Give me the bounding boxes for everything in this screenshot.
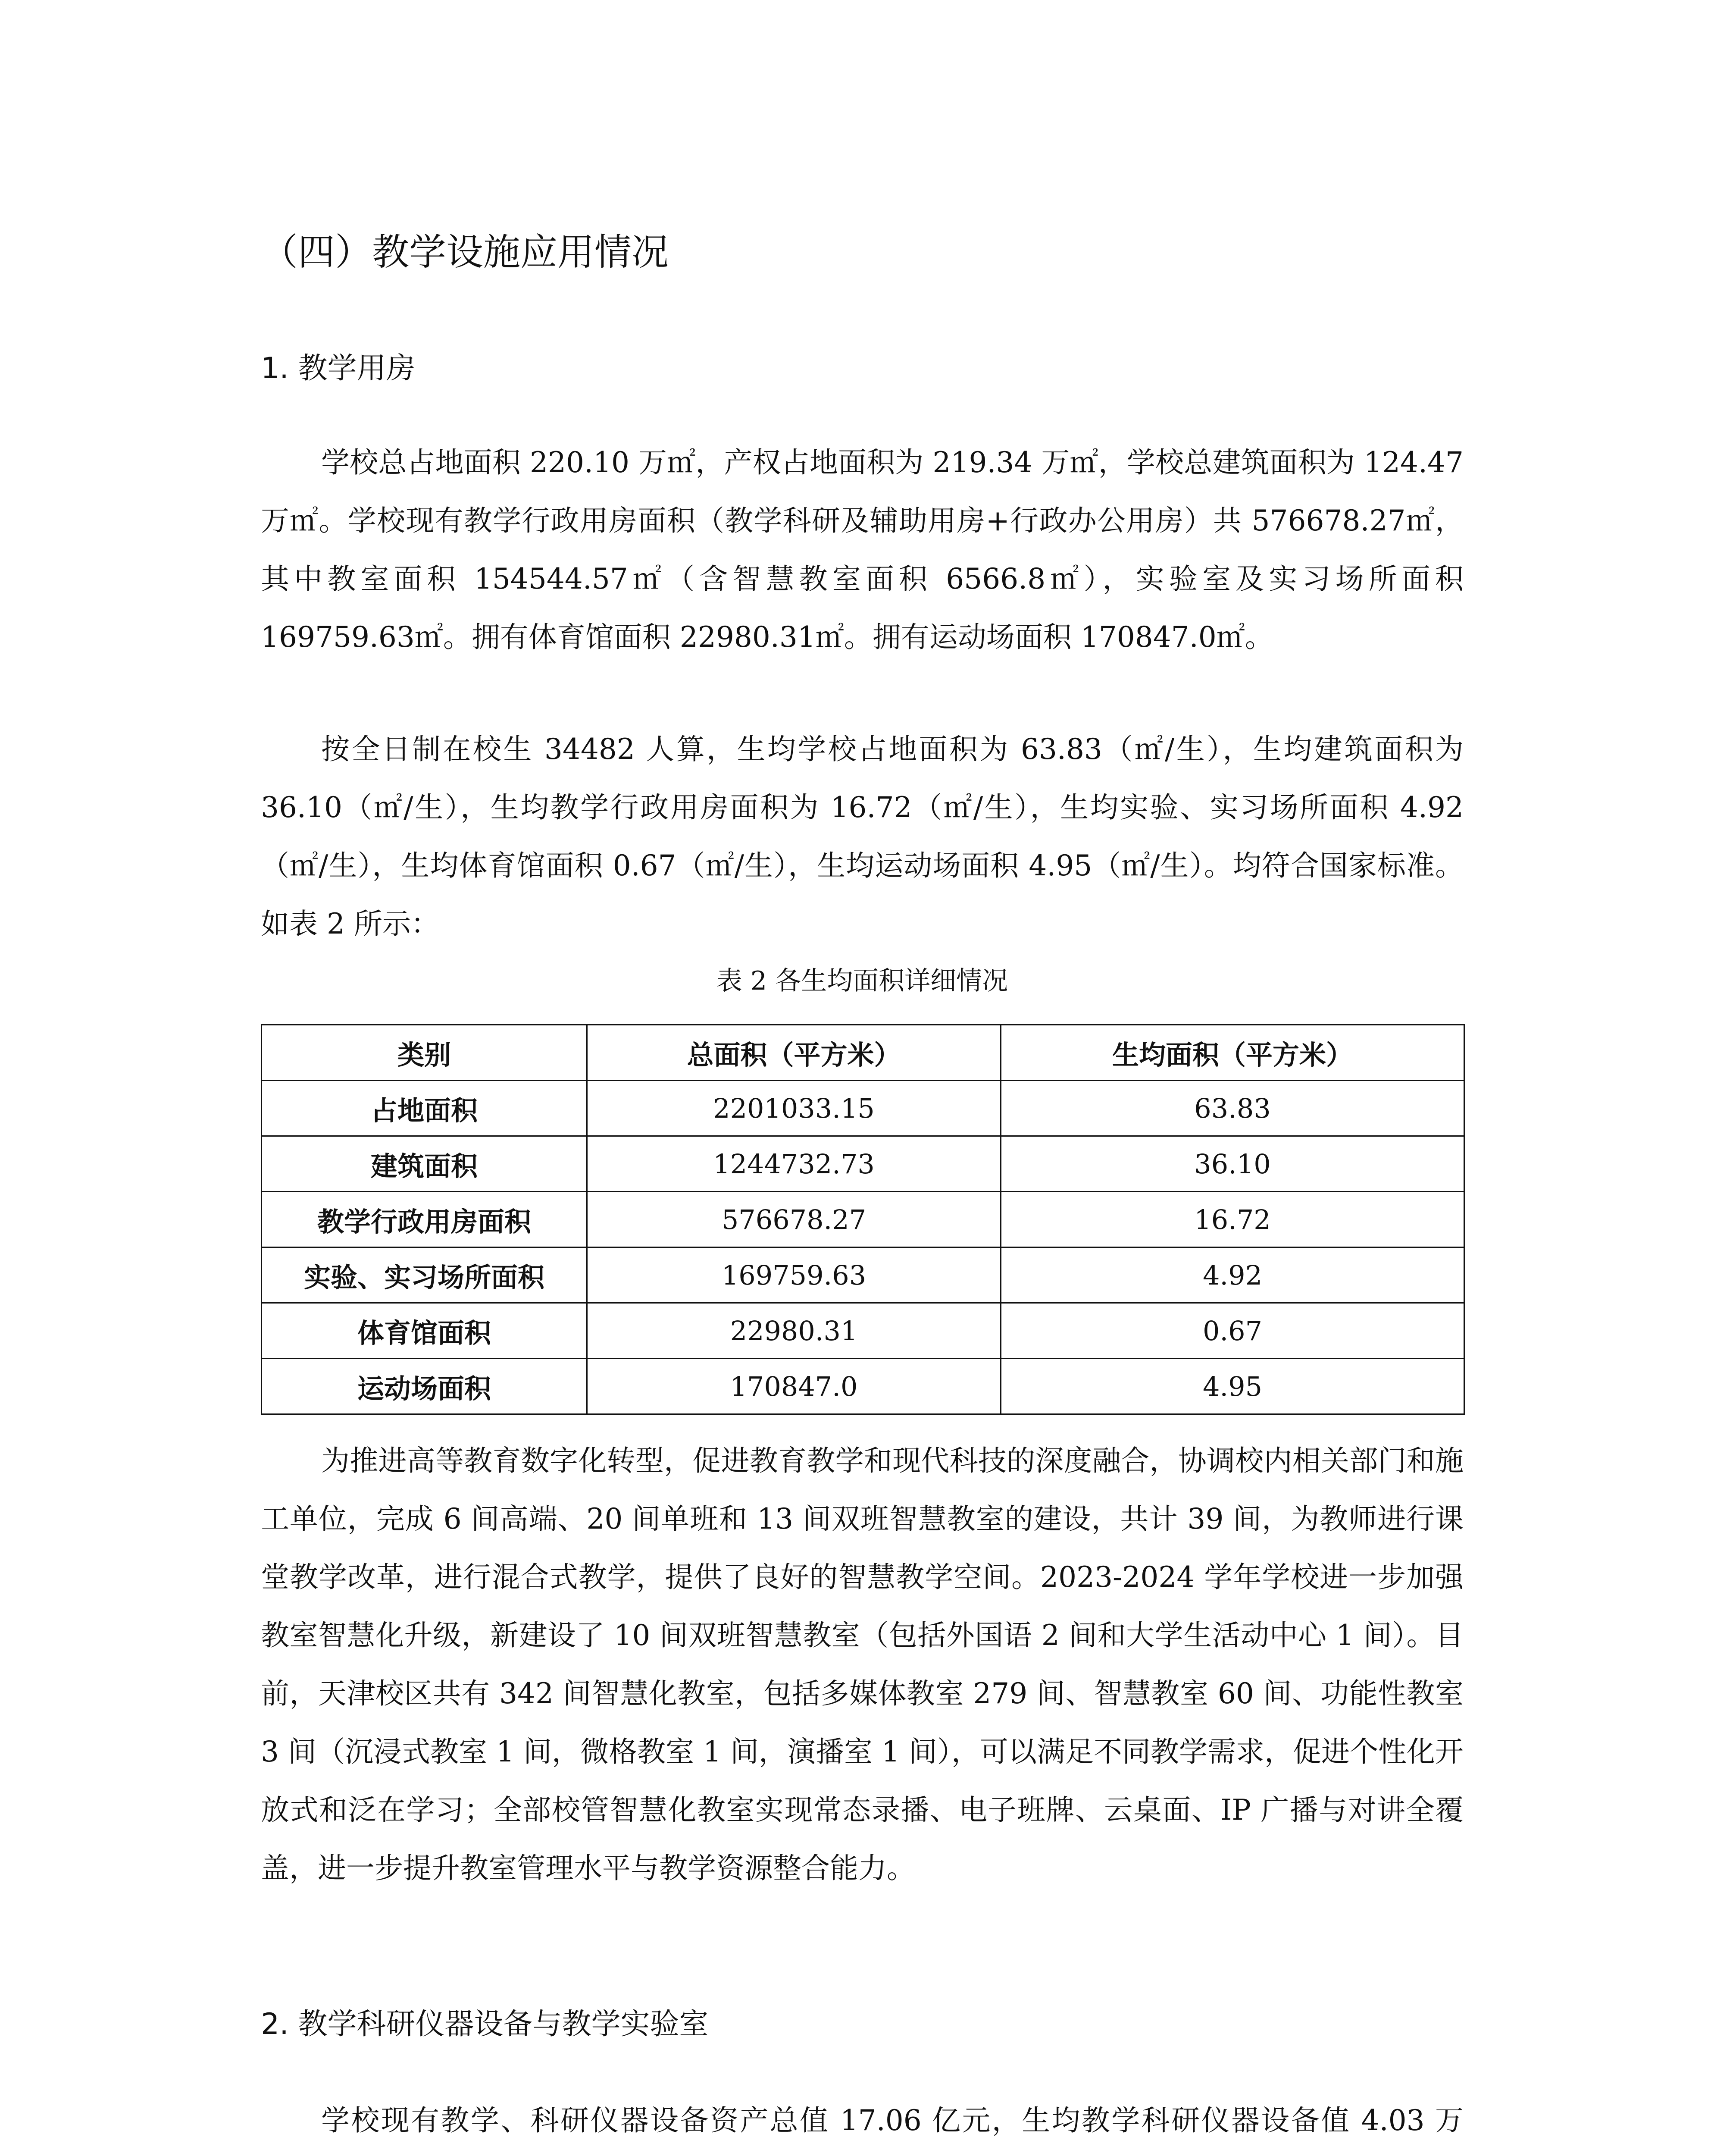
table-cell-total: 1244732.73 — [587, 1136, 1001, 1192]
table-cell-per-student: 0.67 — [1001, 1303, 1464, 1359]
table-header-per-student-area: 生均面积（平方米） — [1001, 1025, 1464, 1081]
table-row — [262, 1136, 1464, 1192]
paragraph-smart-classrooms: 为推进高等教育数字化转型，促进教育教学和现代科技的深度融合，协调校内相关部门和施工单位，完成 6 间高端、20 间单班和 13 间双班智慧教室的建设，共计 39 间，为教师进行课堂教学改革，进行混合式教学，提供了良好的智慧教学空间。2023-2024 学年学校进一步加强教室智慧化升级，新建设了 10 间双班智慧教室（包括外国语 2 间和大学生活动中心 1 间）。目前，天津校区共有 342 间智慧化教室，包括多媒体教室 279 间、智慧教室 60 间、功能性教室 3 间（沉浸式教室 1 间，微格教室 1 间，演播室 1 间），可以满足不同教学需求，促进个性化开放式和泛在学习；全部校管智慧化教室实现常态录播、电子班牌、云桌面、IP 广播与对讲全覆盖，进一步提升教室管理水平与教学资源整合能力。 — [261, 1444, 1464, 1885]
table-cell-per-student: 4.92 — [1001, 1247, 1464, 1303]
table-row — [262, 1192, 1464, 1247]
table-row — [262, 1359, 1464, 1414]
per-student-area-table — [261, 1024, 1465, 1415]
table-cell-category: 占地面积 — [262, 1081, 587, 1136]
table-cell-total: 170847.0 — [587, 1359, 1001, 1414]
table-cell-total: 576678.27 — [587, 1192, 1001, 1247]
table-cell-per-student: 16.72 — [1001, 1192, 1464, 1247]
table-caption: 表 2 各生均面积详细情况 — [716, 966, 1008, 996]
table-cell-per-student: 63.83 — [1001, 1081, 1464, 1136]
paragraph-instrument-equipment: 学校现有教学、科研仪器设备资产总值 17.06 亿元，生均教学科研仪器设备值 4.03 万 — [321, 2104, 1464, 2137]
table-header-total-area: 总面积（平方米） — [587, 1025, 1001, 1081]
table-row — [262, 1081, 1464, 1136]
table-header-category: 类别 — [262, 1025, 587, 1081]
subsection-1-title: 1. 教学用房 — [261, 351, 416, 385]
table-row — [262, 1247, 1464, 1303]
table-cell-category: 教学行政用房面积 — [262, 1192, 587, 1247]
table-cell-category: 体育馆面积 — [262, 1303, 587, 1359]
table-header-row — [262, 1025, 1464, 1081]
table-cell-category: 运动场面积 — [262, 1359, 587, 1414]
table-cell-per-student: 4.95 — [1001, 1359, 1464, 1414]
table-cell-category: 建筑面积 — [262, 1136, 587, 1192]
table-cell-category: 实验、实习场所面积 — [262, 1247, 587, 1303]
paragraph-land-area: 学校总占地面积 220.10 万㎡，产权占地面积为 219.34 万㎡，学校总建筑面积为 124.47 万㎡。学校现有教学行政用房面积（教学科研及辅助用房+行政办公用房）共 576678.27㎡，其中教室面积 154544.57㎡（含智慧教室面积 6566.8㎡），实验室及实习场所面积 169759.63㎡。拥有体育馆面积 22980.31㎡。拥有运动场面积 170847.0㎡。 — [261, 446, 1464, 654]
paragraph-per-student-area: 按全日制在校生 34482 人算，生均学校占地面积为 63.83（㎡/生），生均建筑面积为 36.10（㎡/生），生均教学行政用房面积为 16.72（㎡/生），生均实验、实习场所面积 4.92（㎡/生），生均体育馆面积 0.67（㎡/生），生均运动场面积 4.95（㎡/生）。均符合国家标准。如表 2 所示： — [261, 733, 1464, 940]
table-cell-total: 169759.63 — [587, 1247, 1001, 1303]
table-row — [262, 1303, 1464, 1359]
table-cell-total: 22980.31 — [587, 1303, 1001, 1359]
subsection-2-title: 2. 教学科研仪器设备与教学实验室 — [261, 2007, 709, 2041]
table-cell-per-student: 36.10 — [1001, 1136, 1464, 1192]
section-title: （四）教学设施应用情况 — [261, 231, 669, 274]
table-cell-total: 2201033.15 — [587, 1081, 1001, 1136]
